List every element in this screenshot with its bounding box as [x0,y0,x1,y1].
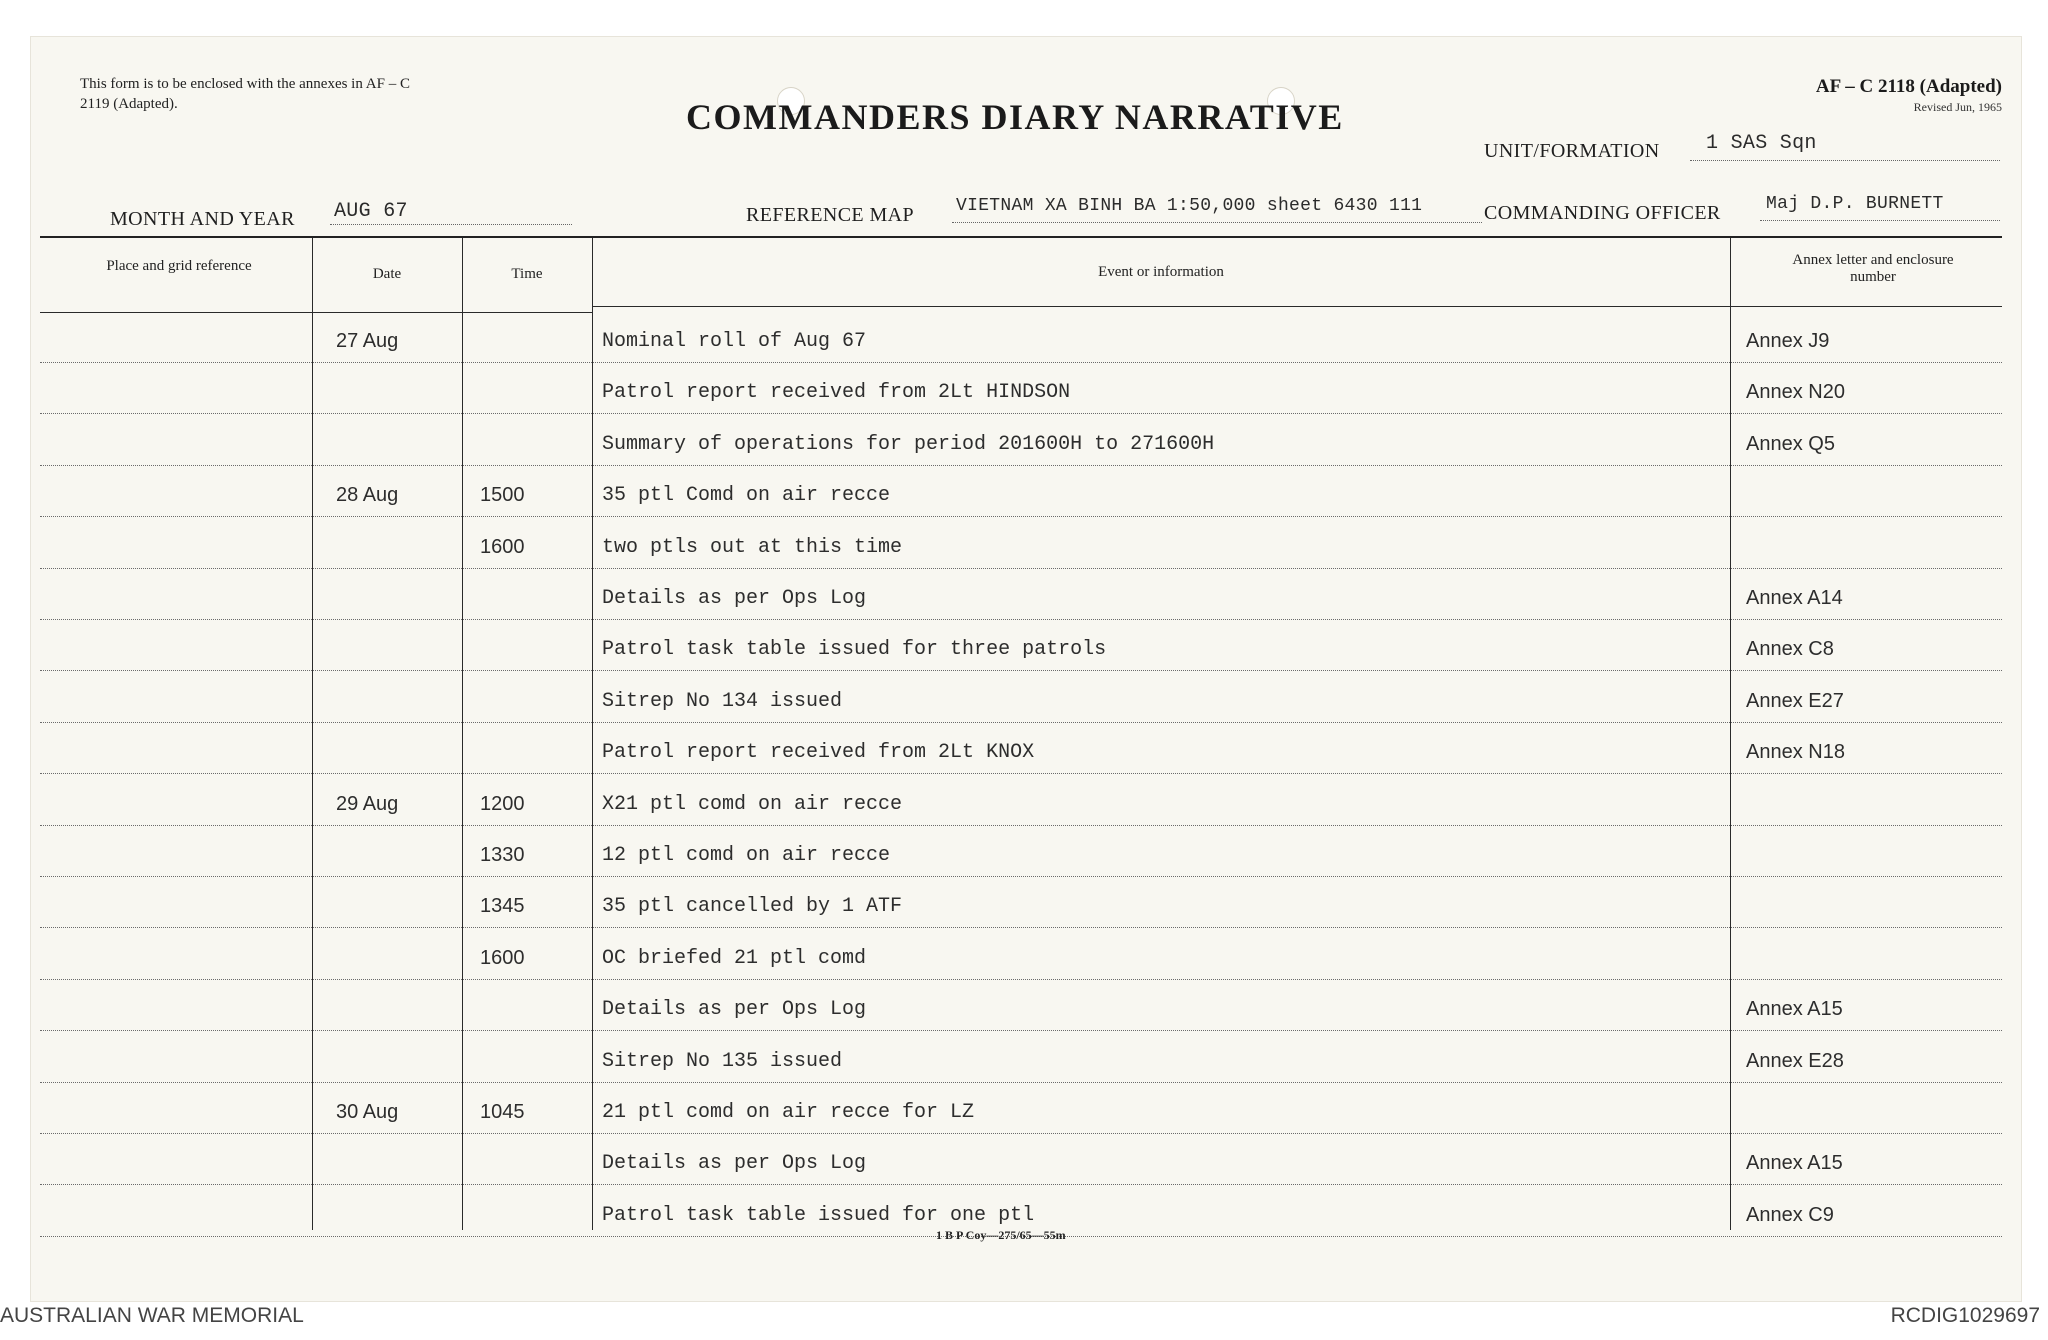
entry-time: 1045 [480,1101,525,1123]
entry-event: Details as per Ops Log [602,587,867,610]
entry-date: 29 Aug [336,792,399,815]
table-row [40,980,2002,1031]
month-label: MONTH AND YEAR [110,208,295,230]
table-row [40,1083,2002,1134]
unit-dotted-line [1690,160,2000,161]
col-header-place: Place and grid reference [106,258,252,274]
co-value: Maj D.P. BURNETT [1766,194,1944,214]
entry-event: Patrol task table issued for one ptl [602,1203,1035,1227]
entry-annex: Annex C9 [1746,1203,1834,1226]
table-row [40,466,2002,517]
entry-annex: Annex E28 [1746,1049,1844,1072]
form-number: AF – C 2118 (Adapted) [1815,76,2002,97]
entry-event: 35 ptl cancelled by 1 ATF [602,895,903,919]
table-row [40,826,2002,877]
entry-event: Sitrep No 135 issued [602,1049,843,1073]
footer-record-id: RCDIG1029697 [1890,1304,2040,1327]
entry-time: 1600 [480,946,525,969]
entry-event: two ptls out at this time [602,535,903,559]
entry-event: Nominal roll of Aug 67 [602,330,867,353]
entry-event: 21 ptl comd on air recce for LZ [602,1101,975,1124]
co-label: COMMANDING OFFICER [1484,202,1721,224]
entry-annex: Annex J9 [1746,330,1830,352]
entry-event: Sitrep No 134 issued [602,689,843,713]
entry-annex: Annex N20 [1746,381,1845,404]
enclosure-note: This form is to be enclosed with the annexes in AF – C 2119 (Adapted). [80,76,410,112]
footer-archive-name: AUSTRALIAN WAR MEMORIAL [0,1304,304,1327]
table-row [40,929,2002,980]
entry-event: Details as per Ops Log [602,1152,867,1176]
entry-date: 30 Aug [336,1101,399,1123]
revision-date: Revised Jun, 1965 [1913,100,2002,114]
printer-mark: 1 B P Coy—275/65—55m [936,1228,1066,1242]
table-row [40,723,2002,774]
table-row [40,1134,2002,1185]
entry-event: OC briefed 21 ptl comd [602,946,867,970]
entry-event: Patrol report received from 2Lt KNOX [602,741,1035,765]
col-header-date: Date [372,266,402,282]
entry-event: Summary of operations for period 201600H to 271600H [602,432,1215,456]
entry-time: 1500 [480,484,525,507]
col-header-time: Time [511,266,543,282]
entry-annex: Annex Q5 [1746,432,1835,455]
entry-annex: Annex E27 [1746,689,1844,712]
map-label: REFERENCE MAP [746,204,915,226]
header-separator-annex [1730,306,2002,307]
form-title: COMMANDERS DIARY NARRATIVE [686,97,1344,137]
month-value: AUG 67 [334,200,408,223]
co-dotted-line [1760,220,2000,221]
entry-annex: Annex C8 [1746,638,1834,661]
entry-annex: Annex N18 [1746,741,1845,764]
header-separator-event [592,306,1730,307]
table-top-rule [40,236,2002,238]
unit-value: 1 SAS Sqn [1706,132,1817,155]
table-row [40,775,2002,826]
entry-date: 27 Aug [336,330,399,352]
map-value: VIETNAM XA BINH BA 1:50,000 sheet 6430 111 [956,196,1423,216]
entry-time: 1345 [480,895,525,918]
entry-time: 1330 [480,844,525,866]
col-header-annex: Annex letter and enclosure number [1792,252,1954,285]
entry-event: X21 ptl comd on air recce [602,792,903,816]
entry-event: 12 ptl comd on air recce [602,844,891,867]
table-row [40,569,2002,620]
unit-label: UNIT/FORMATION [1484,140,1660,162]
table-row [40,672,2002,723]
col-header-event: Event or information [1098,264,1224,280]
entry-event: Details as per Ops Log [602,998,867,1022]
entry-event: 35 ptl Comd on air recce [602,484,891,508]
month-dotted-line [330,224,572,225]
entry-time: 1200 [480,792,525,815]
entry-date: 28 Aug [336,484,399,507]
table-row [40,312,2002,363]
table-row [40,1032,2002,1083]
table-row [40,518,2002,569]
entry-annex: Annex A15 [1746,1152,1843,1175]
table-row [40,877,2002,928]
entry-time: 1600 [480,535,525,558]
table-row [40,620,2002,671]
entry-event: Patrol report received from 2Lt HINDSON [602,381,1071,405]
entry-event: Patrol task table issued for three patrols [602,638,1107,662]
entry-annex: Annex A14 [1746,587,1843,609]
table-row [40,415,2002,466]
map-dotted-line [952,222,1482,223]
entry-annex: Annex A15 [1746,998,1843,1021]
table-row [40,363,2002,414]
